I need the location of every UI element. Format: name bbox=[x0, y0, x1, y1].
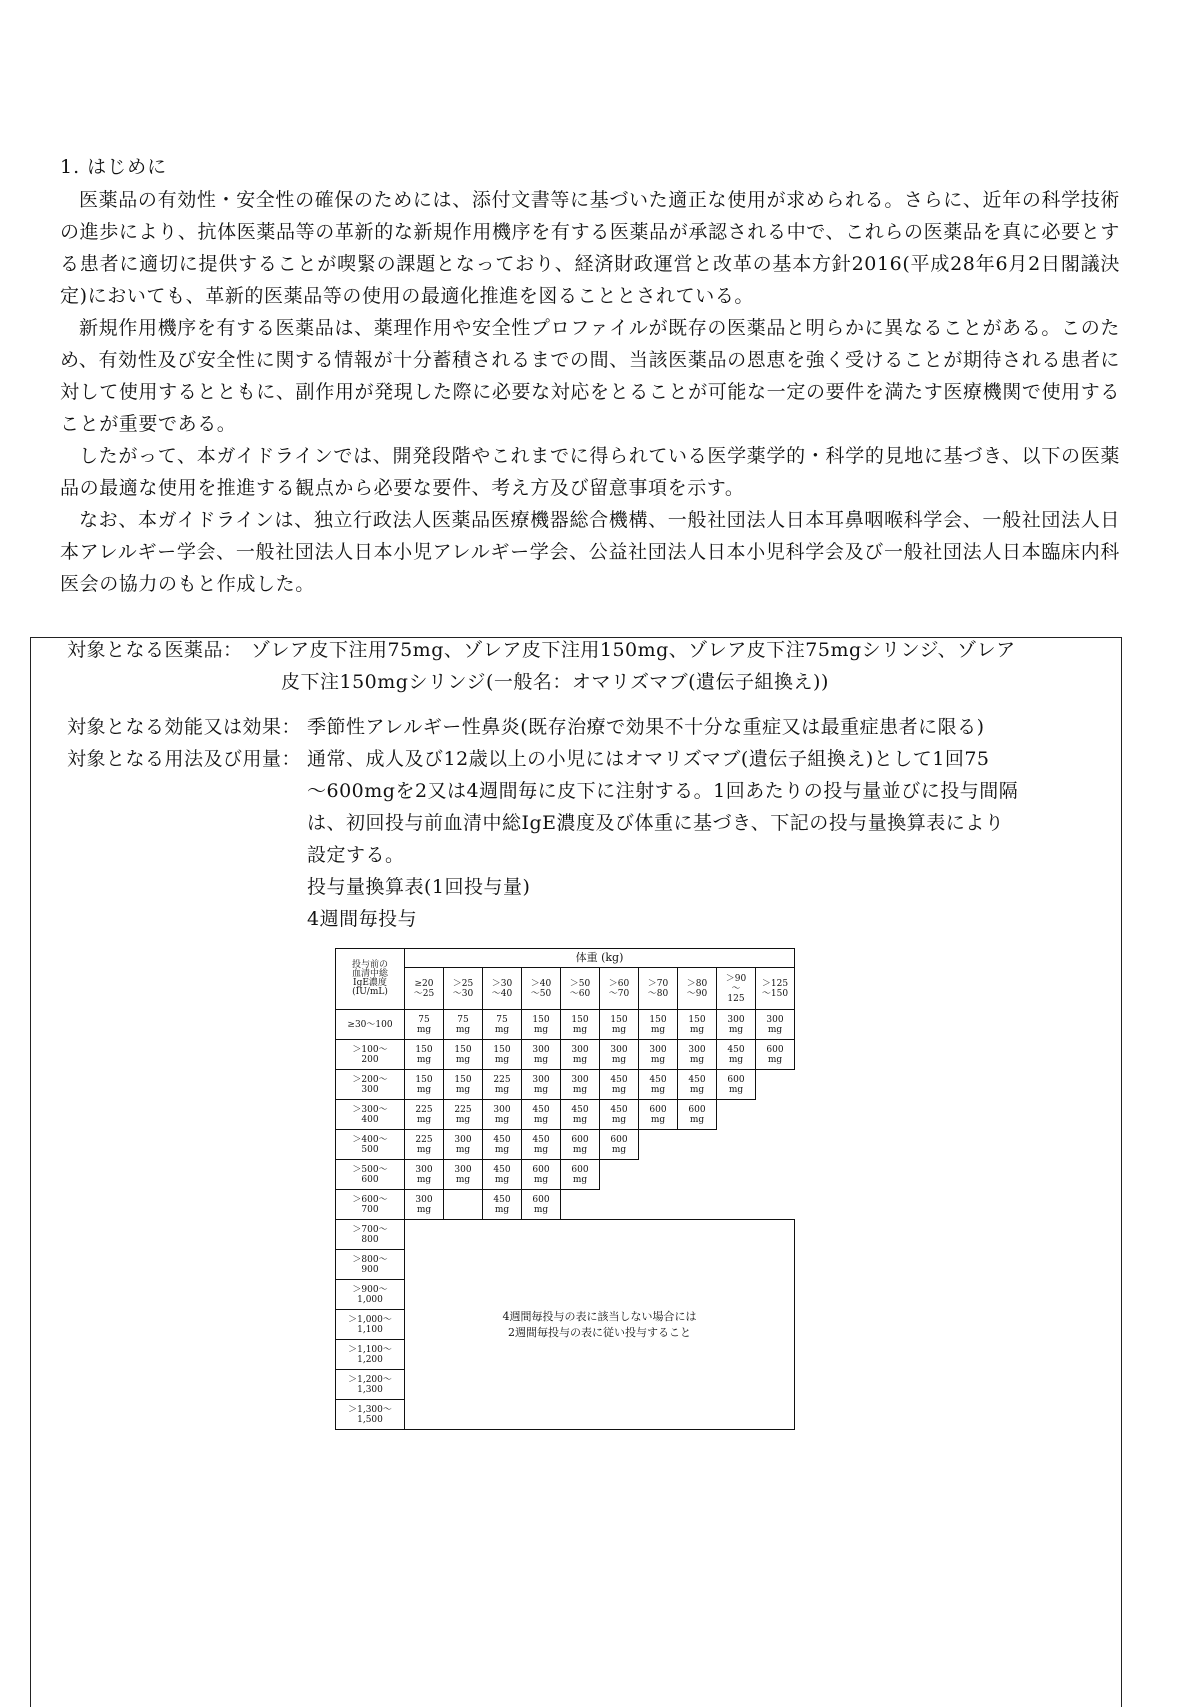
dose-value-cell: 300 mg bbox=[600, 1040, 639, 1070]
ige-range-cell: ＞200～ 300 bbox=[336, 1070, 405, 1100]
dose-value-cell: 150 mg bbox=[639, 1010, 678, 1040]
ige-range-cell: ＞600～ 700 bbox=[336, 1190, 405, 1220]
dose-value-cell: 600 mg bbox=[561, 1160, 600, 1190]
blank-cell bbox=[600, 1160, 795, 1190]
dose-table-row bbox=[336, 1100, 795, 1130]
dose-value-cell: 600 mg bbox=[756, 1040, 795, 1070]
ige-range-cell: ＞1,200～ 1,300 bbox=[336, 1370, 405, 1400]
dose-value-cell: 600 mg bbox=[561, 1130, 600, 1160]
section-heading: 1. はじめに bbox=[60, 156, 168, 178]
dose-value-cell: 450 mg bbox=[561, 1100, 600, 1130]
dose-table-wrap bbox=[335, 948, 795, 1430]
target-drug-label: 対象となる医薬品： bbox=[67, 639, 243, 661]
dose-value-cell: 150 mg bbox=[678, 1010, 717, 1040]
weight-column-header: ＞50 ～60 bbox=[561, 968, 600, 1010]
target-effect-value: 季節性アレルギー性鼻炎(既存治療で効果不十分な重症又は最重症患者に限る) bbox=[307, 716, 985, 738]
dose-table-row bbox=[336, 1220, 795, 1250]
dose-table-row bbox=[336, 1160, 795, 1190]
dose-value-cell: 300 mg bbox=[444, 1160, 483, 1190]
target-dosage-line: ～600mgを2又は4週間毎に皮下に注射する。1回あたりの投与量並びに投与間隔 bbox=[307, 780, 1019, 802]
dose-value-cell: 150 mg bbox=[405, 1040, 444, 1070]
target-effect-label: 対象となる効能又は効果： bbox=[67, 716, 302, 738]
blank-cell bbox=[717, 1100, 795, 1130]
dose-value-cell: 225 mg bbox=[405, 1100, 444, 1130]
dose-table-row bbox=[336, 1190, 795, 1220]
intro-paragraph: 医薬品の有効性・安全性の確保のためには、添付文書等に基づいた適正な使用が求められる。さらに、近年の科学技術の進歩により、抗体医薬品等の革新的な新規作用機序を有する医薬品が承認される中で、これらの医薬品を真に必要とする患者に適切に提供することが喫緊の課題となっており、経済財政運営と改革の基本方針2016(平成28年6月2日閣議決定)においても、革新的医薬品等の使用の最適化推進を図ることとされている。 bbox=[60, 189, 1120, 307]
dose-value-cell: 300 mg bbox=[405, 1190, 444, 1220]
target-dosage-line: 設定する。 bbox=[307, 844, 405, 866]
dose-value-cell: 300 mg bbox=[639, 1040, 678, 1070]
dose-value-cell: 450 mg bbox=[678, 1070, 717, 1100]
blank-cell bbox=[561, 1190, 795, 1220]
dose-value-cell: 225 mg bbox=[444, 1100, 483, 1130]
dose-table-row bbox=[336, 1130, 795, 1160]
dose-value-cell: 150 mg bbox=[444, 1040, 483, 1070]
dose-value-cell: 150 mg bbox=[405, 1070, 444, 1100]
dose-value-cell: 450 mg bbox=[483, 1190, 522, 1220]
dose-value-cell: 600 mg bbox=[639, 1100, 678, 1130]
target-dosage-line: 通常、成人及び12歳以上の小児にはオマリズマブ(遺伝子組換え)として1回75 bbox=[307, 748, 990, 770]
dose-value-cell: 450 mg bbox=[483, 1130, 522, 1160]
dose-value-cell: 75 mg bbox=[405, 1010, 444, 1040]
ige-range-cell: ＞900～ 1,000 bbox=[336, 1280, 405, 1310]
weight-column-header: ＞60 ～70 bbox=[600, 968, 639, 1010]
dose-value-cell: 300 mg bbox=[717, 1010, 756, 1040]
dose-table-weight-row bbox=[336, 968, 795, 1010]
ige-range-cell: ＞400～ 500 bbox=[336, 1130, 405, 1160]
dose-value-cell: 300 mg bbox=[561, 1070, 600, 1100]
intro-paragraph: 新規作用機序を有する医薬品は、薬理作用や安全性プロファイルが既存の医薬品と明らかに異なることがある。このため、有効性及び安全性に関する情報が十分蓄積されるまでの間、当該医薬品の恩恵を強く受けることが期待される患者に対して使用するとともに、副作用が発現した際に必要な対応をとることが可能な一定の要件を満たす医療機関で使用することが重要である。 bbox=[60, 317, 1120, 435]
weight-column-header: ＞90 ～ 125 bbox=[717, 968, 756, 1010]
ige-range-cell: ＞1,300～ 1,500 bbox=[336, 1400, 405, 1430]
target-drug-box bbox=[30, 637, 1122, 1707]
weight-column-header: ＞40 ～50 bbox=[522, 968, 561, 1010]
dose-table-note: 4週間毎投与の表に該当しない場合には 2週間毎投与の表に従い投与すること bbox=[405, 1220, 795, 1430]
dose-value-cell: 450 mg bbox=[639, 1070, 678, 1100]
dose-table-corner-label: 投与前の 血清中総 IgE濃度 (IU/mL) bbox=[336, 949, 405, 1010]
dose-value-cell: 600 mg bbox=[717, 1070, 756, 1100]
weight-column-header: ≥20 ～25 bbox=[405, 968, 444, 1010]
dose-value-cell: 300 mg bbox=[483, 1100, 522, 1130]
ige-range-cell: ＞800～ 900 bbox=[336, 1250, 405, 1280]
dose-value-cell: 450 mg bbox=[600, 1100, 639, 1130]
dose-value-cell: 450 mg bbox=[522, 1130, 561, 1160]
ige-range-cell: ＞1,100～ 1,200 bbox=[336, 1340, 405, 1370]
dose-value-cell: 300 mg bbox=[522, 1070, 561, 1100]
dose-table-row bbox=[336, 1010, 795, 1040]
dose-value-cell: 600 mg bbox=[522, 1160, 561, 1190]
dose-table-subtitle: 4週間毎投与 bbox=[307, 908, 418, 930]
dose-value-cell: 150 mg bbox=[444, 1070, 483, 1100]
dose-value-cell: 225 mg bbox=[405, 1130, 444, 1160]
intro-paragraph: なお、本ガイドラインは、独立行政法人医薬品医療機器総合機構、一般社団法人日本耳鼻咽喉科学会、一般社団法人日本アレルギー学会、一般社団法人日本小児アレルギー学会、公益社団法人日本小児科学会及び一般社団法人日本臨床内科医会の協力のもと作成した。 bbox=[60, 509, 1120, 595]
target-drug-value-line2: 皮下注150mgシリンジ(一般名：オマリズマブ(遺伝子組換え)) bbox=[281, 671, 829, 693]
dose-value-cell: 225 mg bbox=[483, 1070, 522, 1100]
weight-column-header: ＞70 ～80 bbox=[639, 968, 678, 1010]
ige-range-cell: ＞1,000～ 1,100 bbox=[336, 1310, 405, 1340]
dose-value-cell: 600 mg bbox=[678, 1100, 717, 1130]
dose-table-title: 投与量換算表(1回投与量) bbox=[307, 876, 531, 898]
ige-range-cell: ＞500～ 600 bbox=[336, 1160, 405, 1190]
dose-value-cell: 75 mg bbox=[444, 1010, 483, 1040]
dose-value-cell: 150 mg bbox=[561, 1010, 600, 1040]
dose-value-cell: 75 mg bbox=[483, 1010, 522, 1040]
weight-column-header: ＞80 ～90 bbox=[678, 968, 717, 1010]
dose-conversion-table bbox=[335, 948, 795, 1430]
weight-column-header: ＞25 ～30 bbox=[444, 968, 483, 1010]
dose-table-row bbox=[336, 1070, 795, 1100]
dose-table-row bbox=[336, 1040, 795, 1070]
dose-value-cell: 300 mg bbox=[522, 1040, 561, 1070]
dose-value-cell: 600 mg bbox=[600, 1130, 639, 1160]
dose-value-cell: 150 mg bbox=[483, 1040, 522, 1070]
dose-value-cell: 600 mg bbox=[522, 1190, 561, 1220]
intro-paragraph: したがって、本ガイドラインでは、開発段階やこれまでに得られている医学薬学的・科学的見地に基づき、以下の医薬品の最適な使用を推進する観点から必要な要件、考え方及び留意事項を示す。 bbox=[60, 445, 1120, 499]
target-dosage-label: 対象となる用法及び用量： bbox=[67, 748, 302, 770]
ige-range-cell: ＞300～ 400 bbox=[336, 1100, 405, 1130]
dose-value-cell: 300 mg bbox=[444, 1130, 483, 1160]
dose-value-cell: 150 mg bbox=[522, 1010, 561, 1040]
dose-table-header-row bbox=[336, 949, 795, 968]
dose-value-cell: 300 mg bbox=[405, 1160, 444, 1190]
dose-value-cell: 300 mg bbox=[756, 1010, 795, 1040]
blank-cell bbox=[639, 1130, 795, 1160]
dose-value-cell: 300 mg bbox=[678, 1040, 717, 1070]
weight-column-header: ＞125 ～150 bbox=[756, 968, 795, 1010]
weight-column-header: ＞30 ～40 bbox=[483, 968, 522, 1010]
target-drug-value-line1: ゾレア皮下注用75mg、ゾレア皮下注用150mg、ゾレア皮下注75mgシリンジ、ゾレア bbox=[251, 639, 1016, 661]
dose-value-cell: 300 mg bbox=[561, 1040, 600, 1070]
weight-header: 体重 (kg) bbox=[405, 949, 795, 968]
intro-text bbox=[60, 184, 1120, 600]
dose-value-cell bbox=[444, 1190, 483, 1220]
ige-range-cell: ＞700～ 800 bbox=[336, 1220, 405, 1250]
dose-value-cell: 150 mg bbox=[600, 1010, 639, 1040]
ige-range-cell: ≥30～100 bbox=[336, 1010, 405, 1040]
dose-value-cell: 450 mg bbox=[522, 1100, 561, 1130]
dose-value-cell: 450 mg bbox=[717, 1040, 756, 1070]
dose-value-cell: 450 mg bbox=[483, 1160, 522, 1190]
dose-value-cell: 450 mg bbox=[600, 1070, 639, 1100]
target-dosage-line: は、初回投与前血清中総IgE濃度及び体重に基づき、下記の投与量換算表により bbox=[307, 812, 1005, 834]
ige-range-cell: ＞100～ 200 bbox=[336, 1040, 405, 1070]
blank-cell bbox=[756, 1070, 795, 1100]
